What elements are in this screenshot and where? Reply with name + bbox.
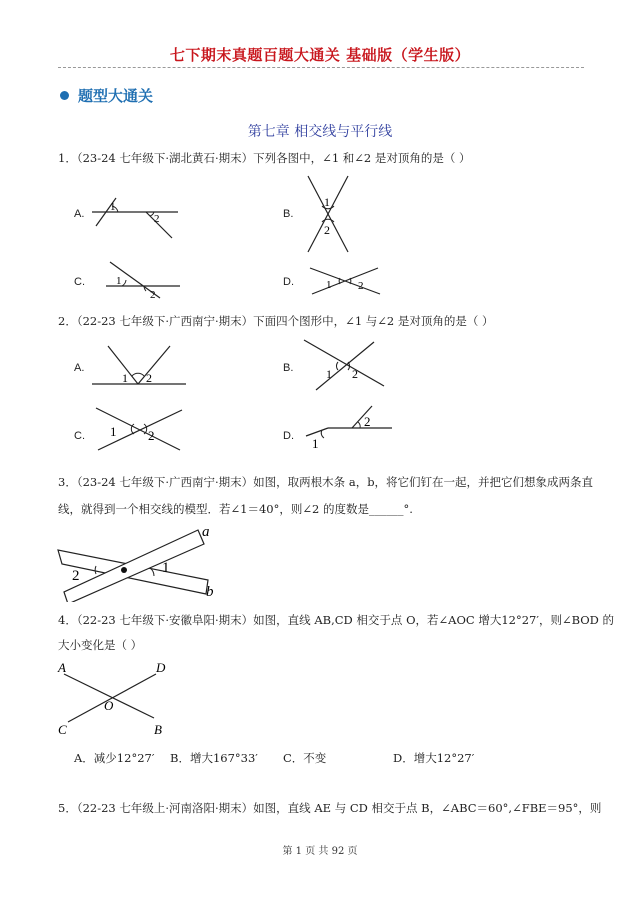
point-b-label: B [154,722,162,737]
question-4-line-2: 大小变化是（ ） [58,638,143,652]
q1-figure-a [88,190,188,242]
question-3-line-1: 3．（23-24 七年级下·广西南宁·期末）如图，取两根木条 a，b，将它们钉在一起，并把它们想象成两条直 [58,475,594,489]
header-divider [58,67,584,68]
q2-figure-b [300,336,390,394]
angle-1-label: 1 [116,275,122,287]
angle-1-label: 1 [122,371,128,385]
q2-option-c-label: C. [74,430,85,442]
question-2-text: 2．（22-23 七年级下·广西南宁·期末）下面四个图形中，∠1 与∠2 是对顶角的是（ ） [58,314,494,328]
point-d-label: D [156,660,166,675]
document-header-title: 七下期末真题百题大通关 基础版（学生版） [169,46,471,64]
q3-figure-wood-strips [54,522,224,602]
angle-2-label: 2 [324,223,330,237]
angle-2-label: 2 [154,213,160,225]
q4-figure-intersecting-lines [54,658,174,738]
q1-option-b-label: B. [283,208,294,220]
q1-figure-c [88,258,188,304]
question-5-text: 5．（22-23 七年级上·河南洛阳·期末）如图，直线 AE 与 CD 相交于点 B，∠ABC＝60°,∠FBE＝95°，则 [58,801,602,815]
angle-2-label: 2 [358,280,364,292]
angle-2-label: 2 [364,414,371,429]
angle-1-label: 1 [324,195,330,209]
point-a-label: A [58,660,66,675]
angle-1-label: 1 [326,367,332,381]
angle-2-label: 2 [150,289,156,301]
strip-a-label: a [202,524,210,540]
q2-option-a-label: A. [74,362,85,374]
angle-1-label: 1 [110,201,116,213]
page-number-footer: 第 1 页 共 92 页 [282,846,358,857]
q4-option-d: D．增大12°27′ [393,751,475,765]
section-title: 题型大通关 [78,87,154,105]
q2-figure-a [90,340,190,388]
point-c-label: C [58,722,67,737]
q2-figure-d [302,402,398,454]
q1-option-d-label: D. [283,276,294,288]
q2-figure-c [90,404,190,456]
q4-option-c: C．不变 [283,751,327,765]
q2-option-b-label: B. [283,362,294,374]
question-3-line-2: 线，就得到一个相交线的模型．若∠1＝40°，则∠2 的度数是______°. [58,502,413,516]
q1-option-a-label: A. [74,208,85,220]
q1-figure-b [300,172,360,256]
q4-option-b: B．增大167°33′ [170,751,258,765]
angle-1-label: 1 [312,436,319,451]
chapter-title: 第七章 相交线与平行线 [247,124,393,140]
angle-2-label: 2 [148,428,155,443]
angle-1-label: 1 [162,560,170,576]
angle-1-label: 1 [110,424,117,439]
q4-option-a: A．减少12°27′ [74,751,155,765]
q1-option-c-label: C. [74,276,85,288]
q1-figure-d [304,262,384,304]
question-1-text: 1．（23-24 七年级下·湖北黄石·期末）下列各图中，∠1 和∠2 是对顶角的是（ ） [58,151,471,165]
strip-b-label: b [206,584,214,600]
point-o-label: O [104,698,114,713]
section-bullet-icon [60,91,69,100]
angle-2-label: 2 [146,371,152,385]
angle-2-label: 2 [352,367,358,381]
question-4-line-1: 4．（22-23 七年级下·安徽阜阳·期末）如图，直线 AB,CD 相交于点 O，若∠AOC 增大12°27′，则∠BOD 的 [58,613,615,627]
angle-1-label: 1 [326,279,332,291]
q2-option-d-label: D. [283,430,294,442]
angle-2-label: 2 [72,568,80,584]
